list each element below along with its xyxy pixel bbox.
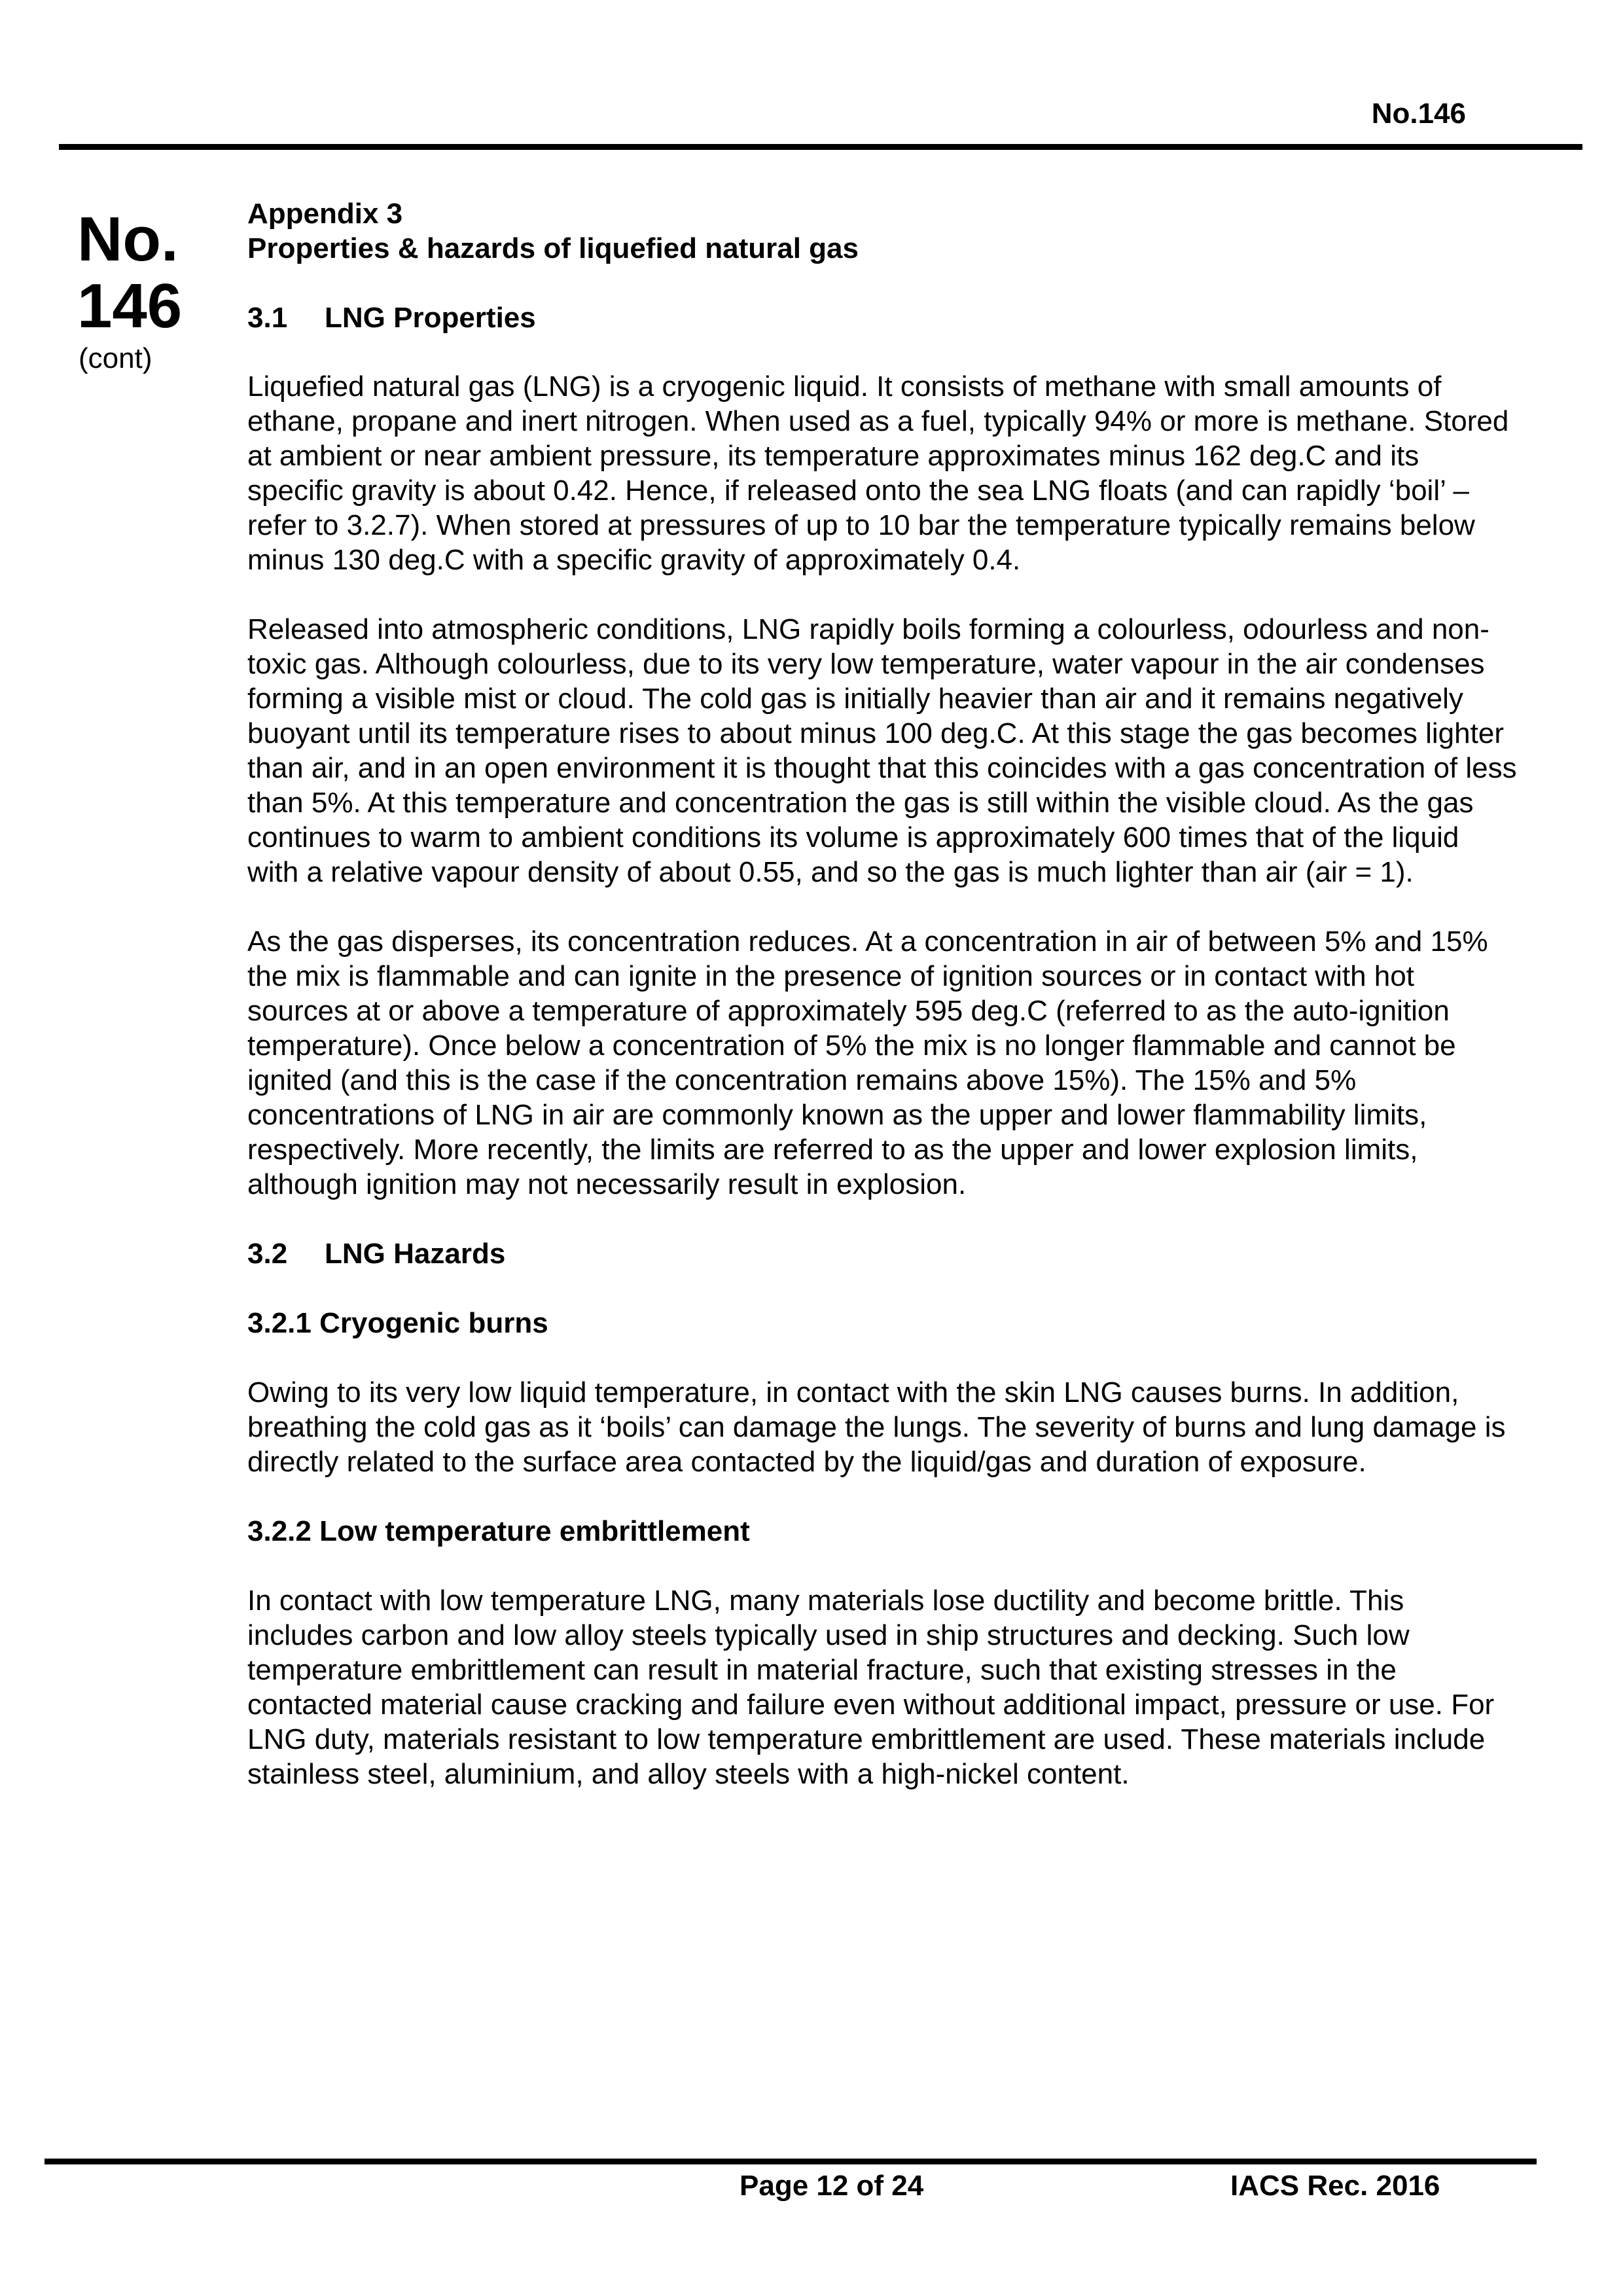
paragraph: Liquefied natural gas (LNG) is a cryogenic liquid. It consists of methane with small amounts of ethane, propane and inert nitrogen. When used as a fuel, typically 94% or more is methane. Stored at ambient or near ambient pressure, its temperature approximates minus 162 deg.C and its specific gravity is about 0.42. Hence, if released onto the sea LNG floats (and can rapidly ‘boil’ – refer to 3.2.7). When stored at pressures of up to 10 bar the temperature typically remains below minus 130 deg.C with a specific gravity of approximately 0.4.: [247, 370, 1509, 576]
section-title: LNG Properties: [325, 302, 536, 334]
subsection-heading-3-2-1: 3.2.1 Cryogenic burns: [247, 1307, 548, 1339]
subsection-heading-3-2-2: 3.2.2 Low temperature embrittlement: [247, 1515, 750, 1547]
section-number: 3.2: [247, 1238, 288, 1270]
footer-reference: IACS Rec. 2016: [1230, 2170, 1440, 2202]
paragraph: Owing to its very low liquid temperature, in contact with the skin LNG causes burns. In addition, breathing the cold gas as it ‘boils’ can damage the lungs. The severity of burns and lung damage is directly related to the surface area contacted by the liquid/gas and duration of exposure.: [247, 1376, 1506, 1478]
sidebar-label: No.: [77, 204, 179, 274]
header-rule: [59, 144, 1582, 150]
section-number: 3.1: [247, 302, 288, 334]
main-content: [247, 196, 1517, 1791]
paragraph: As the gas disperses, its concentration reduces. At a concentration in air of between 5% and 15% the mix is flammable and can ignite in the presence of ignition sources or in contact with hot sources at or above a temperature of approximately 595 deg.C (referred to as the auto-ignition temperature). Once below a concentration of 5% the mix is no longer flammable and cannot be ignited (and this is the case if the concentration remains above 15%). The 15% and 5% concentrations of LNG in air are commonly known as the upper and lower flammability limits, respectively. More recently, the limits are referred to as the upper and lower explosion limits, although ignition may not necessarily result in explosion.: [247, 925, 1488, 1200]
section-title: LNG Hazards: [325, 1238, 506, 1270]
footer-rule: [45, 2159, 1537, 2164]
section-heading-3-1: [247, 300, 1517, 335]
sidebar-number: 146: [77, 271, 183, 341]
appendix-title: Appendix 3: [247, 198, 403, 230]
footer-page-number: Page 12 of 24: [740, 2170, 924, 2202]
sidebar-continued-note: (cont): [79, 342, 152, 374]
paragraph: In contact with low temperature LNG, many materials lose ductility and become brittle. This includes carbon and low alloy steels typically used in ship structures and decking. Such low temperature embrittlement can result in material fracture, such that existing stresses in the contacted material cause cracking and failure even without additional impact, pressure or use. For LNG duty, materials resistant to low temperature embrittlement are used. These materials include stainless steel, aluminium, and alloy steels with a high-nickel content.: [247, 1585, 1495, 1790]
header-document-number: No.146: [1371, 98, 1466, 130]
appendix-subtitle: Properties & hazards of liquefied natural gas: [247, 232, 859, 264]
section-heading-3-2: [247, 1236, 1517, 1271]
paragraph: Released into atmospheric conditions, LNG rapidly boils forming a colourless, odourless and non-toxic gas. Although colourless, due to its very low temperature, water vapour in the air condenses forming a visible mist or cloud. The cold gas is initially heavier than air and it remains negatively buoyant until its temperature rises to about minus 100 deg.C. At this stage the gas becomes lighter than air, and in an open environment it is thought that this coincides with a gas concentration of less than 5%. At this temperature and concentration the gas is still within the visible cloud. As the gas continues to warm to ambient conditions its volume is approximately 600 times that of the liquid with a relative vapour density of about 0.55, and so the gas is much lighter than air (air = 1).: [247, 613, 1517, 888]
